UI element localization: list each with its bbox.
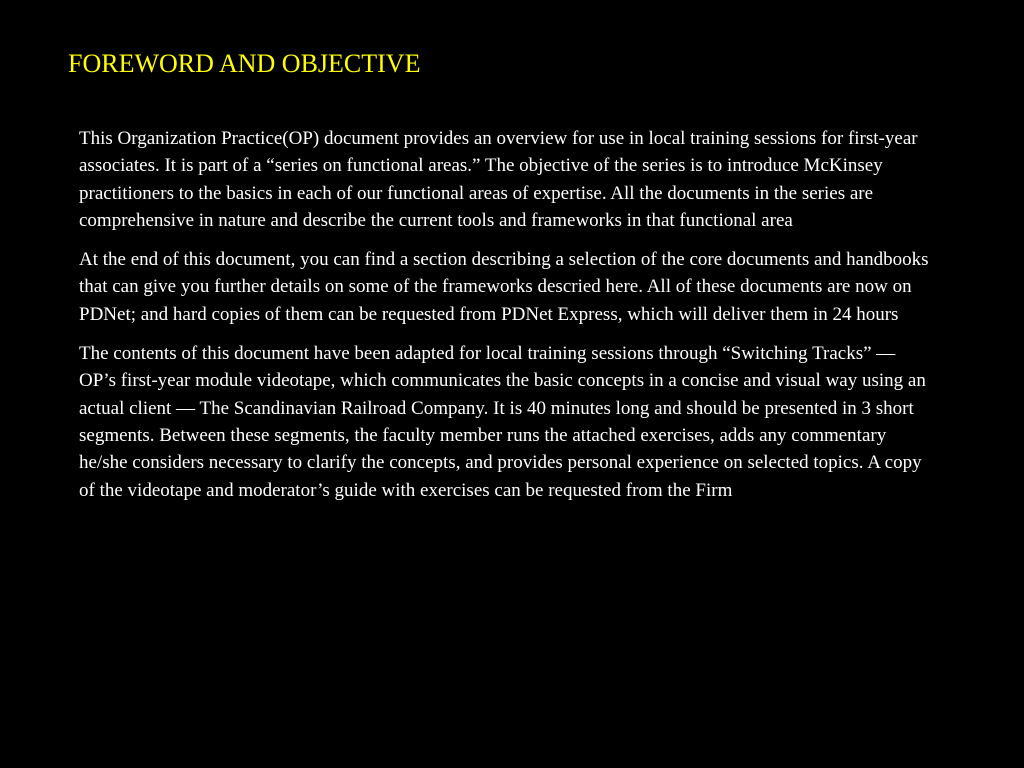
paragraph-training-videotape: The contents of this document have been adapted for local training sessions through “Switching Tracks” — OP’s first-year module videotape, which communicates the basic concepts in a concise and visual way using an actual client — The Scandinavian Railroad Company. It is 40 minutes long and should be presented in 3 short segments. Between these segments, the faculty member runs the attached exercises, adds any commentary he/she considers necessary to clarify the concepts, and provides personal experience on selected topics. A copy of the videotape and moderator’s guide with exercises can be requested from the Firm <box>79 343 926 501</box>
paragraph-intro: This Organization Practice(OP) document provides an overview for use in local training sessions for first-year associates. It is part of a “series on functional areas.” The objective of the series is to introduce McKinsey practitioners to the basics in each of our functional areas of expertise. All the documents in the series are comprehensive in nature and describe the current tools and frameworks in that functional area <box>79 128 918 231</box>
slide-body <box>79 125 929 516</box>
slide-title: FOREWORD AND OBJECTIVE <box>68 49 421 78</box>
paragraph-core-documents: At the end of this document, you can find a section describing a selection of the core documents and handbooks that can give you further details on some of the frameworks descried here. All of these documents are now on PDNet; and hard copies of them can be requested from PDNet Express, which will deliver them in 24 hours <box>79 249 929 325</box>
